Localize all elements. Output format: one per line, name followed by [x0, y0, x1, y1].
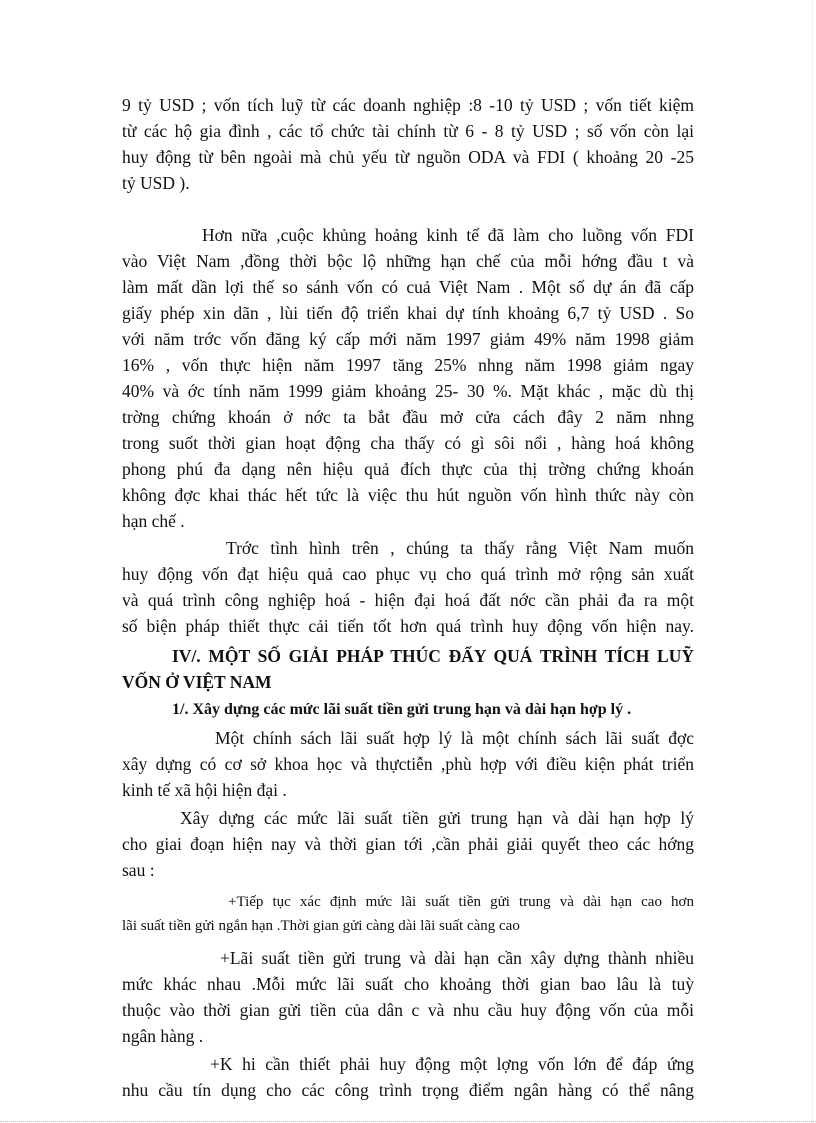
paragraph-line: huy động vốn đạt hiệu quả cao phục vụ cho quá trình mở rộng sản xuất — [122, 564, 694, 584]
paragraph-line: mức khác nhau .Mỗi mức lãi suất cho khoảng thời gian bao lâu là tuỳ — [122, 974, 694, 994]
page-right-rule — [812, 0, 813, 1123]
paragraph-line: huy động từ bên ngoài mà chủ yếu từ nguồn ODA và FDI ( khoảng 20 -25 — [122, 147, 694, 167]
paragraph-line: +Lãi suất tiền gửi trung và dài hạn cần xây dựng thành nhiều — [220, 948, 694, 968]
paragraph-line: phong phú đa dạng nên hiệu quả đích thực của thị trờng chứng khoán — [122, 459, 694, 479]
paragraph-line: làm mất dần lợi thế so sánh vốn có cuả Việt Nam . Một số dự án đã cấp — [122, 277, 694, 297]
paragraph-line: và quá trình công nghiệp hoá - hiện đại hoá đất nớc cần phải đa ra một — [122, 590, 694, 610]
section-heading: IV/. MỘT SỐ GIẢI PHÁP THÚC ĐẨY QUÁ TRÌNH TÍCH LUỸ — [172, 646, 694, 666]
paragraph-line: sau : — [122, 860, 155, 880]
paragraph-line: cho giai đoạn hiện nay và thời gian tới ,cần phải giải quyết theo các hớng — [122, 834, 694, 854]
paragraph-line: +Tiếp tục xác định mức lãi suất tiền gửi trung và dài hạn cao hơn — [228, 894, 694, 910]
paragraph-line: vào Việt Nam ,đồng thời bộc lộ những hạn chế của mỗi hớng đầu t và — [122, 251, 694, 271]
paragraph-line: 16% , vốn thực hiện năm 1997 tăng 25% nhng năm 1998 giảm ngay — [122, 355, 694, 375]
paragraph-line: nhu cầu tín dụng cho các công trình trọng điểm ngân hàng có thể nâng — [122, 1080, 694, 1100]
paragraph-line: 9 tỷ USD ; vốn tích luỹ từ các doanh nghiệp :8 -10 tỷ USD ; vốn tiết kiệm — [122, 95, 694, 115]
paragraph-line: không đợc khai thác hết tức là việc thu hút nguồn vốn hình thức này còn — [122, 485, 694, 505]
paragraph-line: 40% và ớc tính năm 1999 giảm khoảng 25- 30 %. Mặt khác , mặc dù thị — [122, 381, 694, 401]
page-bottom-rule — [0, 1121, 816, 1122]
paragraph-line: trờng chứng khoán ở nớc ta bắt đầu mở cửa cách đây 2 năm nhng — [122, 407, 694, 427]
section-heading: VỐN Ở VIỆT NAM — [122, 672, 272, 692]
paragraph-line: giấy phép xin dãn , lùi tiến độ triển khai dự tính khoảng 6,7 tỷ USD . So — [122, 303, 694, 323]
paragraph-line: +K hi cần thiết phải huy động một lợng vốn lớn để đáp ứng — [210, 1054, 694, 1074]
paragraph-line: thuộc vào thời gian gửi tiền của dân c và nhu cầu huy động vốn của mỗi — [122, 1000, 694, 1020]
paragraph-line: Hơn nữa ,cuộc khủng hoảng kinh tế đã làm cho luồng vốn FDI — [202, 225, 694, 245]
paragraph-line: Xây dựng các mức lãi suất tiền gửi trung hạn và dài hạn hợp lý — [180, 808, 694, 828]
paragraph-line: với năm trớc vốn đăng ký cấp mới năm 1997 giảm 49% năm 1998 giảm — [122, 329, 694, 349]
paragraph-line: Một chính sách lãi suất hợp lý là một chính sách lãi suất đợc — [215, 728, 694, 748]
paragraph-line: hạn chế . — [122, 511, 185, 531]
paragraph-line: xây dựng có cơ sở khoa học và thựctiễn ,phù hợp với điều kiện phát triển — [122, 754, 694, 774]
paragraph-line: ngân hàng . — [122, 1026, 204, 1046]
subsection-heading: 1/. Xây dựng các mức lãi suất tiền gửi trung hạn và dài hạn hợp lý . — [172, 701, 632, 718]
paragraph-line: trong suốt thời gian hoạt động cha thấy có gì sôi nổi , hàng hoá không — [122, 433, 694, 453]
paragraph-line: tỷ USD ). — [122, 173, 190, 193]
paragraph-line: kinh tế xã hội hiện đại . — [122, 780, 287, 800]
paragraph-line: số biện pháp thiết thực cải tiến tốt hơn quá trình huy động vốn hiện nay. — [122, 616, 694, 636]
paragraph-line: Trớc tình hình trên , chúng ta thấy rằng Việt Nam muốn — [226, 538, 694, 558]
paragraph-line: lãi suất tiền gửi ngắn hạn .Thời gian gửi càng dài lãi suất càng cao — [122, 918, 520, 934]
paragraph-line: từ các hộ gia đình , các tổ chức tài chính từ 6 - 8 tỷ USD ; số vốn còn lại — [122, 121, 694, 141]
